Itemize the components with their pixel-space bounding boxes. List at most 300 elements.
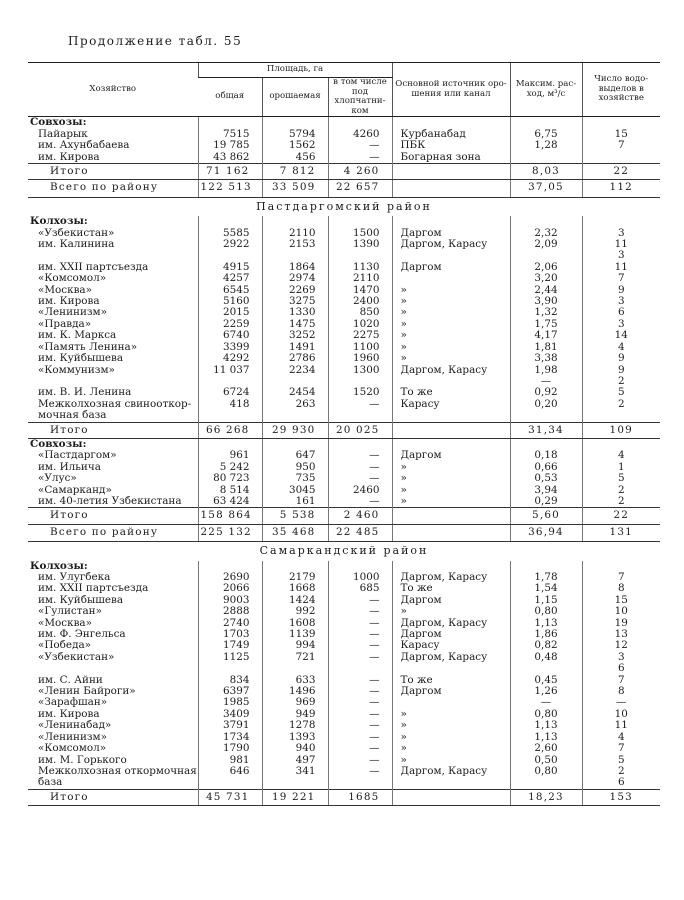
sum-outlets: 22 [582, 508, 660, 524]
table-row [28, 140, 660, 151]
area-cotton [328, 250, 392, 261]
max-flow: 1,15 [510, 595, 582, 606]
irrigation-source: » [392, 755, 510, 766]
irrigation-source [392, 663, 510, 674]
irrigation-source: То же [392, 675, 510, 686]
table-row [28, 262, 660, 273]
irrigation-source: Курбанабад [392, 129, 510, 140]
farm-name: им. М. Горького [38, 754, 127, 766]
irrigation-source: Даргом, Карасу [392, 618, 510, 629]
area-cotton: 685 [328, 583, 392, 594]
sum-irrigated: 35 468 [262, 524, 328, 541]
outlet-count: 6 [582, 663, 660, 674]
area-total: 7515 [198, 129, 262, 140]
area-total [198, 250, 262, 261]
area-irrigated: 940 [262, 743, 328, 754]
table-row [28, 663, 660, 674]
outlet-count: 11 [582, 720, 660, 731]
itogo-row [28, 164, 660, 180]
table-row [28, 720, 660, 731]
empty-cell [392, 422, 510, 438]
header-outlets: Число водо-выделов в хозяйстве [582, 63, 660, 117]
area-irrigated: 5794 [262, 129, 328, 140]
max-flow: 2,44 [510, 285, 582, 296]
farm-name: им. Ильича [38, 461, 101, 473]
vsego-row [28, 524, 660, 541]
sum-label: Всего по району [28, 524, 198, 541]
farm-name [28, 250, 198, 261]
table-row [28, 777, 660, 789]
area-total: 3399 [198, 342, 262, 353]
empty-cell [392, 508, 510, 524]
irrigation-source [392, 376, 510, 387]
area-cotton: 2460 [328, 485, 392, 496]
area-total: 11 037 [198, 365, 262, 376]
max-flow: 1,13 [510, 732, 582, 743]
irrigation-source: Даргом [392, 629, 510, 640]
outlet-count: 3 [582, 250, 660, 261]
area-total: 418 [198, 399, 262, 410]
area-cotton: — [328, 675, 392, 686]
area-total [198, 777, 262, 789]
farm-name: «Пастдаргом» [38, 450, 117, 462]
area-total: 43 862 [198, 152, 262, 164]
sum-outlets: 22 [582, 164, 660, 180]
area-irrigated: 950 [262, 462, 328, 473]
sum-irrigated: 33 509 [262, 180, 328, 197]
section-kolkhozy-label: Колхозы: [30, 560, 88, 572]
irrigation-source: » [392, 732, 510, 743]
outlet-count: 5 [582, 387, 660, 398]
table-row [28, 228, 660, 239]
outlet-count: 10 [582, 606, 660, 617]
farm-name: «Улус» [38, 473, 77, 485]
area-total: 646 [198, 766, 262, 777]
irrigation-source: Даргом [392, 228, 510, 239]
outlet-count: 11 [582, 262, 660, 273]
area-irrigated: 497 [262, 755, 328, 766]
outlet-count: 9 [582, 353, 660, 364]
area-irrigated [262, 410, 328, 422]
table-row [28, 675, 660, 686]
table-row [28, 129, 660, 140]
irrigation-source: То же [392, 583, 510, 594]
max-flow: 2,09 [510, 239, 582, 250]
table-row [28, 743, 660, 754]
empty-cell [328, 561, 392, 572]
max-flow: — [510, 376, 582, 387]
outlet-count: 6 [582, 777, 660, 789]
area-cotton: — [328, 686, 392, 697]
irrigation-source: Даргом, Карасу [392, 239, 510, 250]
area-total: 961 [198, 450, 262, 461]
area-irrigated: 949 [262, 709, 328, 720]
area-total: 4257 [198, 273, 262, 284]
sum-total: 122 513 [198, 180, 262, 197]
area-total: 1734 [198, 732, 262, 743]
irrigation-source: Карасу [392, 399, 510, 410]
irrigation-table [28, 62, 660, 806]
irrigation-source: Даргом [392, 450, 510, 461]
area-irrigated [262, 663, 328, 674]
area-cotton: 1130 [328, 262, 392, 273]
outlet-count [582, 152, 660, 164]
area-cotton: 1500 [328, 228, 392, 239]
table-row [28, 473, 660, 484]
outlet-count: 6 [582, 307, 660, 318]
area-total: 5160 [198, 296, 262, 307]
max-flow: 1,78 [510, 572, 582, 583]
sum-max-flow: 31,34 [510, 422, 582, 438]
irrigation-source: » [392, 296, 510, 307]
max-flow: 0,80 [510, 606, 582, 617]
table-row [28, 376, 660, 387]
farm-name: «Правда» [38, 318, 92, 330]
area-total: 80 723 [198, 473, 262, 484]
irrigation-source: » [392, 307, 510, 318]
area-total: 1703 [198, 629, 262, 640]
empty-cell [582, 216, 660, 227]
max-flow: 1,26 [510, 686, 582, 697]
area-total [198, 376, 262, 387]
irrigation-source: » [392, 319, 510, 330]
irrigation-source: » [392, 473, 510, 484]
sum-cotton: 2 460 [328, 508, 392, 524]
sum-cotton: 22 657 [328, 180, 392, 197]
farm-name: «Узбекистан» [38, 227, 115, 239]
outlet-count: 7 [582, 572, 660, 583]
max-flow [510, 777, 582, 789]
sum-max-flow: 36,94 [510, 524, 582, 541]
sum-label: Всего по району [28, 180, 198, 197]
empty-cell [198, 117, 262, 129]
empty-cell [262, 216, 328, 227]
max-flow: 2,06 [510, 262, 582, 273]
area-cotton: — [328, 743, 392, 754]
farm-name: им. XXII партсъезда [38, 261, 149, 273]
sum-irrigated: 29 930 [262, 422, 328, 438]
irrigation-source: Богарная зона [392, 152, 510, 164]
empty-cell [262, 561, 328, 572]
table-row [28, 410, 660, 422]
empty-cell [510, 216, 582, 227]
area-cotton: — [328, 755, 392, 766]
area-cotton: 2110 [328, 273, 392, 284]
max-flow [510, 152, 582, 164]
itogo-row [28, 508, 660, 524]
table-row [28, 697, 660, 708]
empty-cell [582, 117, 660, 129]
area-cotton: — [328, 462, 392, 473]
area-irrigated: 2234 [262, 365, 328, 376]
irrigation-source: Даргом [392, 686, 510, 697]
farm-name: «Ленин Байроги» [38, 686, 136, 698]
area-total [198, 663, 262, 674]
area-total: 2259 [198, 319, 262, 330]
farm-name: им. В. И. Ленина [38, 387, 132, 399]
area-cotton: — [328, 640, 392, 651]
section-kolkhozy [28, 561, 660, 572]
area-irrigated: 2153 [262, 239, 328, 250]
irrigation-source [392, 777, 510, 789]
area-irrigated: 2786 [262, 353, 328, 364]
outlet-count: 9 [582, 285, 660, 296]
empty-cell [198, 438, 262, 450]
area-irrigated: 633 [262, 675, 328, 686]
section-sovkhozy-label: Совхозы: [30, 116, 87, 129]
max-flow: 0,45 [510, 675, 582, 686]
farm-name: «Комсомол» [38, 273, 107, 285]
outlet-count: 2 [582, 376, 660, 387]
outlet-count: 11 [582, 239, 660, 250]
area-total: 9003 [198, 595, 262, 606]
area-total: 2740 [198, 618, 262, 629]
itogo-row [28, 789, 660, 805]
area-total: 834 [198, 675, 262, 686]
header-total: общая [198, 78, 262, 117]
irrigation-source [392, 410, 510, 422]
sum-outlets: 112 [582, 180, 660, 197]
area-cotton: — [328, 473, 392, 484]
area-total: 4915 [198, 262, 262, 273]
max-flow: 0,80 [510, 709, 582, 720]
max-flow: 3,20 [510, 273, 582, 284]
table-row [28, 686, 660, 697]
area-total: 5585 [198, 228, 262, 239]
area-cotton: — [328, 629, 392, 640]
farm-name: «Память Ленина» [38, 341, 138, 353]
sum-cotton: 1685 [328, 789, 392, 805]
table-row [28, 365, 660, 376]
area-irrigated: 969 [262, 697, 328, 708]
outlet-count: 7 [582, 743, 660, 754]
section-sovkhozy [28, 438, 660, 450]
area-total: 2888 [198, 606, 262, 617]
farm-name: «Гулистан» [38, 606, 102, 618]
farm-name: им. С. Айни [38, 674, 103, 686]
sum-label: Итого [28, 508, 198, 524]
area-cotton [328, 376, 392, 387]
farm-name: Межколхозная откормочная [38, 765, 197, 777]
empty-cell [198, 216, 262, 227]
area-cotton [328, 410, 392, 422]
area-cotton: — [328, 766, 392, 777]
table-row [28, 296, 660, 307]
area-total: 3409 [198, 709, 262, 720]
max-flow: 0,66 [510, 462, 582, 473]
farm-name: «Ленинизм» [38, 731, 107, 743]
table-row [28, 652, 660, 663]
section-kolkhozy [28, 216, 660, 227]
area-irrigated: 161 [262, 496, 328, 508]
table-row [28, 399, 660, 410]
area-cotton: 1520 [328, 387, 392, 398]
max-flow: — [510, 697, 582, 708]
farm-name: им. К. Маркса [38, 330, 117, 342]
table-row [28, 732, 660, 743]
area-cotton: 1960 [328, 353, 392, 364]
area-cotton: 1300 [328, 365, 392, 376]
outlet-count: 2 [582, 399, 660, 410]
outlet-count: 4 [582, 450, 660, 461]
table-row [28, 319, 660, 330]
area-irrigated: 647 [262, 450, 328, 461]
sum-max-flow: 18,23 [510, 789, 582, 805]
farm-name [28, 376, 198, 387]
outlet-count: 8 [582, 583, 660, 594]
max-flow: 0,92 [510, 387, 582, 398]
empty-cell [392, 164, 510, 180]
irrigation-source: » [392, 342, 510, 353]
area-cotton: — [328, 732, 392, 743]
region-samarkand [28, 542, 660, 561]
itogo-row [28, 422, 660, 438]
outlet-count: 3 [582, 296, 660, 307]
outlet-count: 5 [582, 755, 660, 766]
area-cotton: — [328, 399, 392, 410]
sum-cotton: 20 025 [328, 422, 392, 438]
header-farm: Хозяйство [28, 63, 198, 117]
sum-label: Итого [28, 422, 198, 438]
area-irrigated: 735 [262, 473, 328, 484]
table-row [28, 239, 660, 250]
table-row [28, 709, 660, 720]
area-irrigated [262, 250, 328, 261]
area-total: 2922 [198, 239, 262, 250]
region-title: Пастдаргомский район [256, 199, 432, 213]
irrigation-source: Карасу [392, 640, 510, 651]
empty-cell [262, 438, 328, 450]
area-total: 6724 [198, 387, 262, 398]
outlet-count: 19 [582, 618, 660, 629]
area-total: 19 785 [198, 140, 262, 151]
outlet-count: 7 [582, 675, 660, 686]
table-row [28, 250, 660, 261]
table-row [28, 330, 660, 341]
max-flow: 0,53 [510, 473, 582, 484]
max-flow: 1,28 [510, 140, 582, 151]
section-kolkhozy-label: Колхозы: [30, 216, 88, 228]
area-total: 981 [198, 755, 262, 766]
outlet-count: 9 [582, 365, 660, 376]
farm-name: им. Ф. Энгельса [38, 629, 126, 641]
max-flow: 1,81 [510, 342, 582, 353]
area-cotton: — [328, 606, 392, 617]
empty-cell [510, 561, 582, 572]
area-total: 3791 [198, 720, 262, 731]
area-cotton: — [328, 450, 392, 461]
area-total: 2015 [198, 307, 262, 318]
farm-name: «Москва» [38, 284, 92, 296]
empty-cell [582, 561, 660, 572]
area-total: 5 242 [198, 462, 262, 473]
outlet-count: 3 [582, 652, 660, 663]
table-row [28, 450, 660, 461]
sum-irrigated: 5 538 [262, 508, 328, 524]
max-flow [510, 250, 582, 261]
area-cotton: — [328, 709, 392, 720]
outlet-count: 15 [582, 595, 660, 606]
area-irrigated: 721 [262, 652, 328, 663]
area-cotton: — [328, 652, 392, 663]
empty-cell [510, 438, 582, 450]
area-irrigated: 1139 [262, 629, 328, 640]
area-cotton: 1390 [328, 239, 392, 250]
farm-name: им. Куйбышева [38, 353, 124, 365]
irrigation-source: » [392, 285, 510, 296]
table-row [28, 618, 660, 629]
empty-cell [328, 438, 392, 450]
irrigation-source: » [392, 743, 510, 754]
max-flow: 6,75 [510, 129, 582, 140]
farm-name: «Ленинабад» [38, 720, 112, 732]
area-total: 1790 [198, 743, 262, 754]
max-flow: 0,82 [510, 640, 582, 651]
area-irrigated: 456 [262, 152, 328, 164]
farm-name: им. Улугбека [38, 572, 111, 583]
area-cotton: — [328, 618, 392, 629]
farm-name: мочная база [38, 410, 107, 422]
area-irrigated: 1864 [262, 262, 328, 273]
area-irrigated: 2110 [262, 228, 328, 239]
farm-name: «Узбекистан» [38, 651, 115, 663]
area-cotton: 1470 [328, 285, 392, 296]
max-flow: 2,60 [510, 743, 582, 754]
area-irrigated: 1608 [262, 618, 328, 629]
table-row [28, 285, 660, 296]
max-flow: 0,80 [510, 766, 582, 777]
area-cotton: 1100 [328, 342, 392, 353]
farm-name: «Коммунизм» [38, 364, 115, 376]
irrigation-source: » [392, 485, 510, 496]
sum-total: 225 132 [198, 524, 262, 541]
farm-name: «Зарафшан» [38, 697, 108, 709]
max-flow: 0,50 [510, 755, 582, 766]
area-irrigated: 1668 [262, 583, 328, 594]
area-irrigated: 2269 [262, 285, 328, 296]
table-row [28, 755, 660, 766]
sum-max-flow: 5,60 [510, 508, 582, 524]
farm-name: им. Кирова [38, 296, 100, 308]
area-cotton: — [328, 152, 392, 164]
irrigation-source: То же [392, 387, 510, 398]
area-cotton: — [328, 697, 392, 708]
header-max-flow: Максим. рас-ход, м³/с [510, 63, 582, 117]
area-cotton [328, 777, 392, 789]
area-total: 63 424 [198, 496, 262, 508]
max-flow: 0,20 [510, 399, 582, 410]
outlet-count: 2 [582, 766, 660, 777]
irrigation-source: Даргом [392, 595, 510, 606]
region-title: Самаркандский район [259, 544, 429, 558]
sum-outlets: 109 [582, 422, 660, 438]
area-irrigated [262, 777, 328, 789]
outlet-count: 4 [582, 342, 660, 353]
area-cotton: 1000 [328, 572, 392, 583]
empty-cell [392, 524, 510, 541]
section-sovkhozy [28, 117, 660, 129]
outlet-count: 3 [582, 228, 660, 239]
header-row-1 [28, 63, 660, 78]
area-irrigated: 1562 [262, 140, 328, 151]
outlet-count: 2 [582, 485, 660, 496]
outlet-count: 10 [582, 709, 660, 720]
irrigation-source: » [392, 709, 510, 720]
table-row [28, 766, 660, 777]
farm-name: Пайарык [38, 128, 88, 140]
farm-name: Межколхозная свинооткор- [38, 398, 192, 410]
header-area: Площадь, га [198, 63, 392, 78]
